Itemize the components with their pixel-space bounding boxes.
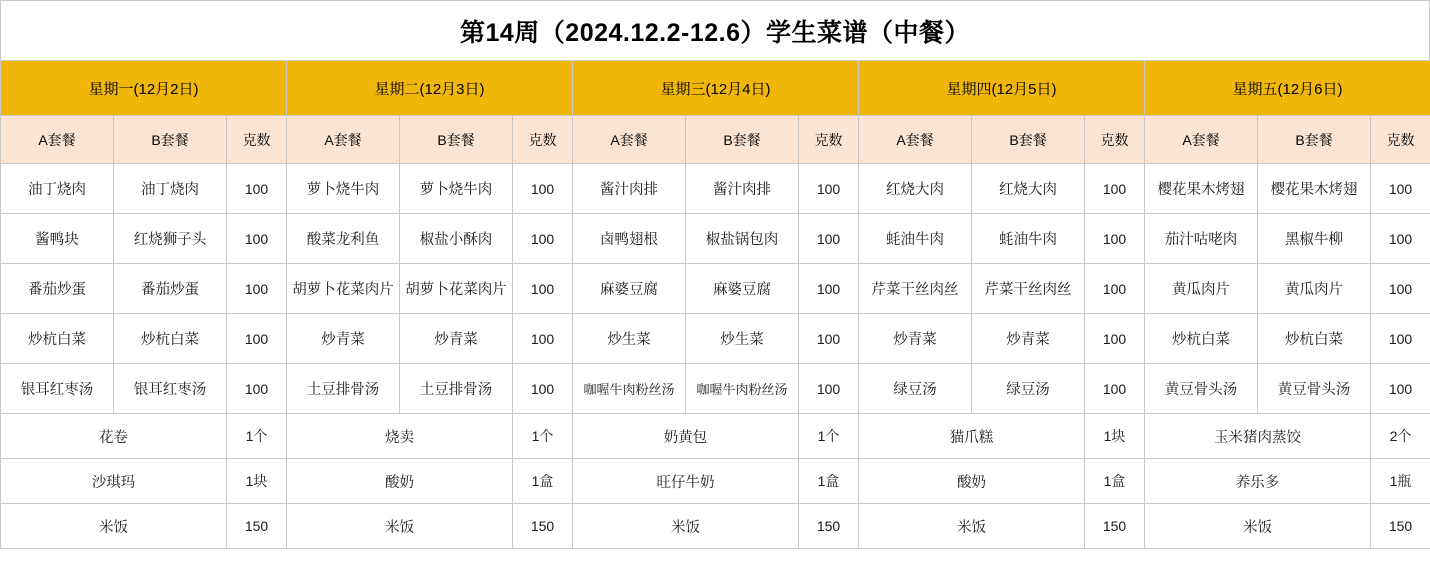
col-header-grams: 克数 [1085,116,1145,164]
col-header-set-a: A套餐 [1,116,114,164]
gram-cell: 100 [227,314,287,364]
dish-cell: 番茄炒蛋 [114,264,227,314]
gram-cell: 1块 [1085,414,1145,459]
gram-cell: 1个 [227,414,287,459]
dish-cell: 银耳红枣汤 [114,364,227,414]
dish-cell: 绿豆汤 [859,364,972,414]
gram-cell: 100 [799,164,859,214]
combo-cell: 玉米猪肉蒸饺 [1145,414,1371,459]
col-header-grams: 克数 [227,116,287,164]
table-row [1,504,1430,549]
table-row [1,414,1430,459]
dish-cell: 绿豆汤 [972,364,1085,414]
combo-cell: 猫爪糕 [859,414,1085,459]
combo-cell: 米饭 [573,504,799,549]
dish-cell: 红烧狮子头 [114,214,227,264]
combo-cell: 米饭 [859,504,1085,549]
gram-cell: 100 [513,164,573,214]
dish-cell: 樱花果木烤翅 [1258,164,1371,214]
gram-cell: 1块 [227,459,287,504]
dish-cell: 黄瓜肉片 [1258,264,1371,314]
dish-cell: 卤鸭翅根 [573,214,686,264]
gram-cell: 100 [227,164,287,214]
dish-cell: 麻婆豆腐 [573,264,686,314]
gram-cell: 1盒 [799,459,859,504]
gram-cell: 150 [513,504,573,549]
combo-cell: 养乐多 [1145,459,1371,504]
gram-cell: 100 [799,264,859,314]
day-header-tuesday: 星期二(12月3日) [287,61,573,116]
combo-cell: 酸奶 [287,459,513,504]
dish-cell: 胡萝卜花菜肉片 [287,264,400,314]
gram-cell: 1个 [799,414,859,459]
combo-cell: 烧卖 [287,414,513,459]
gram-cell: 100 [513,314,573,364]
dish-cell: 红烧大肉 [972,164,1085,214]
dish-cell: 椒盐锅包肉 [686,214,799,264]
gram-cell: 150 [1085,504,1145,549]
col-header-set-b: B套餐 [1258,116,1371,164]
gram-cell: 100 [799,364,859,414]
gram-cell: 150 [1371,504,1430,549]
dish-cell: 油丁烧肉 [1,164,114,214]
dish-cell: 银耳红枣汤 [1,364,114,414]
day-header-monday: 星期一(12月2日) [1,61,287,116]
dish-cell: 炒杭白菜 [1258,314,1371,364]
page-title: 第14周（2024.12.2-12.6）学生菜谱（中餐） [459,18,970,47]
col-header-grams: 克数 [1371,116,1430,164]
combo-cell: 沙琪玛 [1,459,227,504]
dish-cell: 黄豆骨头汤 [1145,364,1258,414]
col-header-set-a: A套餐 [859,116,972,164]
table-row [1,364,1430,414]
gram-cell: 1瓶 [1371,459,1430,504]
col-header-grams: 克数 [799,116,859,164]
dish-cell: 红烧大肉 [859,164,972,214]
gram-cell: 100 [1371,214,1430,264]
day-header-friday: 星期五(12月6日) [1145,61,1430,116]
dish-cell: 胡萝卜花菜肉片 [400,264,513,314]
dish-cell: 土豆排骨汤 [400,364,513,414]
dish-cell: 椒盐小酥肉 [400,214,513,264]
dish-cell: 蚝油牛肉 [859,214,972,264]
dish-cell: 酱汁肉排 [686,164,799,214]
gram-cell: 100 [799,214,859,264]
dish-cell: 麻婆豆腐 [686,264,799,314]
combo-cell: 花卷 [1,414,227,459]
col-header-set-a: A套餐 [1145,116,1258,164]
dish-cell: 炒杭白菜 [1,314,114,364]
col-header-set-a: A套餐 [573,116,686,164]
col-header-set-b: B套餐 [400,116,513,164]
dish-cell: 番茄炒蛋 [1,264,114,314]
dish-cell: 萝卜烧牛肉 [287,164,400,214]
dish-cell: 油丁烧肉 [114,164,227,214]
combo-cell: 米饭 [1145,504,1371,549]
gram-cell: 100 [1085,164,1145,214]
dish-cell: 酸菜龙利鱼 [287,214,400,264]
dish-cell: 炒生菜 [573,314,686,364]
day-header-wednesday: 星期三(12月4日) [573,61,859,116]
dish-cell: 土豆排骨汤 [287,364,400,414]
gram-cell: 100 [513,264,573,314]
table-row [1,164,1430,214]
dish-cell: 炒青菜 [287,314,400,364]
dish-cell: 咖喔牛肉粉丝汤 [573,364,686,414]
dish-cell: 芹菜干丝肉丝 [859,264,972,314]
dish-cell: 炒杭白菜 [114,314,227,364]
gram-cell: 100 [1371,314,1430,364]
gram-cell: 100 [1371,264,1430,314]
table-row [1,214,1430,264]
combo-cell: 酸奶 [859,459,1085,504]
gram-cell: 100 [1085,364,1145,414]
gram-cell: 100 [513,214,573,264]
table-row [1,459,1430,504]
gram-cell: 100 [1085,214,1145,264]
gram-cell: 100 [513,364,573,414]
gram-cell: 100 [227,264,287,314]
dish-cell: 黑椒牛柳 [1258,214,1371,264]
gram-cell: 100 [1371,364,1430,414]
dish-cell: 萝卜烧牛肉 [400,164,513,214]
dish-cell: 黄瓜肉片 [1145,264,1258,314]
col-header-grams: 克数 [513,116,573,164]
menu-table [0,60,1430,549]
day-header-thursday: 星期四(12月5日) [859,61,1145,116]
gram-cell: 2个 [1371,414,1430,459]
gram-cell: 100 [227,364,287,414]
gram-cell: 1个 [513,414,573,459]
combo-cell: 米饭 [1,504,227,549]
table-row [1,314,1430,364]
combo-cell: 奶黄包 [573,414,799,459]
col-header-set-b: B套餐 [114,116,227,164]
dish-cell: 黄豆骨头汤 [1258,364,1371,414]
dish-cell: 炒杭白菜 [1145,314,1258,364]
gram-cell: 150 [227,504,287,549]
gram-cell: 100 [227,214,287,264]
gram-cell: 100 [799,314,859,364]
dish-cell: 炒青菜 [859,314,972,364]
gram-cell: 150 [799,504,859,549]
dish-cell: 蚝油牛肉 [972,214,1085,264]
col-header-set-b: B套餐 [972,116,1085,164]
dish-cell: 咖喔牛肉粉丝汤 [686,364,799,414]
dish-cell: 樱花果木烤翅 [1145,164,1258,214]
gram-cell: 100 [1371,164,1430,214]
col-header-set-b: B套餐 [686,116,799,164]
dish-cell: 炒生菜 [686,314,799,364]
dish-cell: 茄汁咕咾肉 [1145,214,1258,264]
title-row [0,0,1430,60]
gram-cell: 100 [1085,264,1145,314]
dish-cell: 芹菜干丝肉丝 [972,264,1085,314]
dish-cell: 酱汁肉排 [573,164,686,214]
dish-cell: 炒青菜 [972,314,1085,364]
dish-cell: 酱鸭块 [1,214,114,264]
combo-cell: 旺仔牛奶 [573,459,799,504]
table-row [1,264,1430,314]
gram-cell: 100 [1085,314,1145,364]
combo-cell: 米饭 [287,504,513,549]
col-header-set-a: A套餐 [287,116,400,164]
day-header-row [1,61,1430,116]
gram-cell: 1盒 [513,459,573,504]
gram-cell: 1盒 [1085,459,1145,504]
dish-cell: 炒青菜 [400,314,513,364]
column-header-row [1,116,1430,164]
